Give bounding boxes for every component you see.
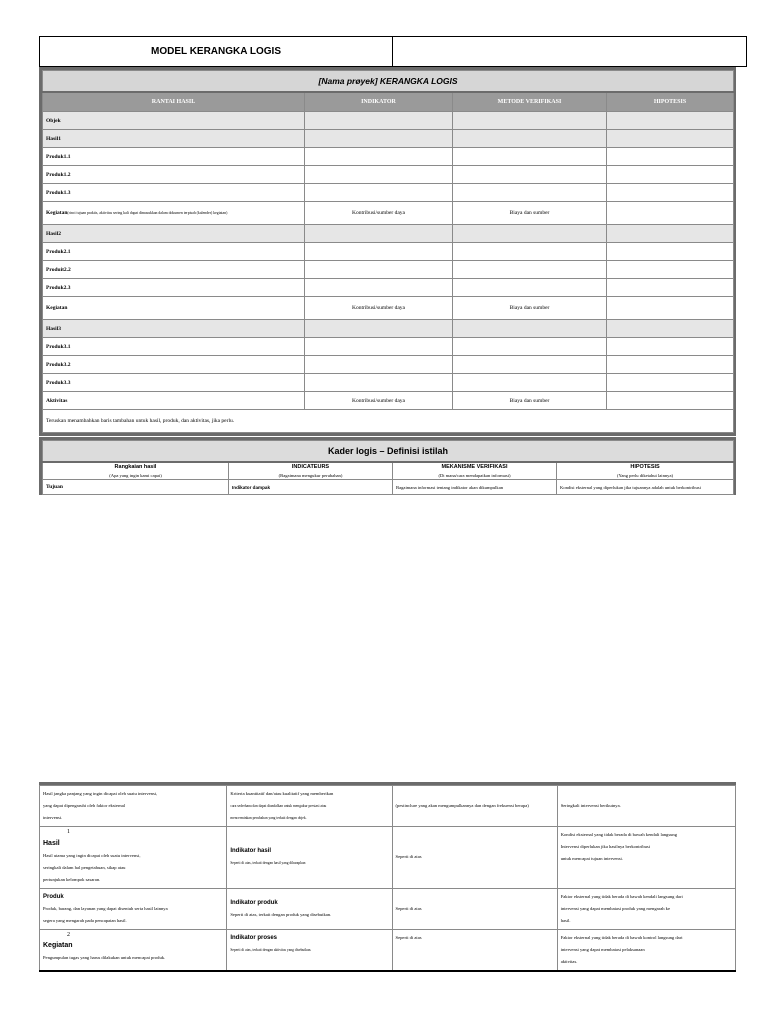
row-label: Produk1.3 xyxy=(43,184,305,202)
row-label: Produk xyxy=(43,893,64,900)
cell[interactable] xyxy=(305,279,453,297)
cell-text: Kondisi eksternal yang diperlukan jika tujuannya adalah untuk berkontribusi xyxy=(557,480,734,495)
cell[interactable] xyxy=(305,112,453,130)
cell[interactable] xyxy=(453,261,607,279)
cell[interactable] xyxy=(607,297,734,320)
cell[interactable] xyxy=(607,392,734,410)
method-cell: Biaya dan sumber xyxy=(453,297,607,320)
row-label: Produit2.2 xyxy=(43,261,305,279)
cell[interactable] xyxy=(453,184,607,202)
row-label: Aktivitas xyxy=(43,392,305,410)
table-row xyxy=(40,888,736,929)
cell-text: 1 Hasil Hasil utama yang ingin dicapai oleh suatu intervensi, seringkali dalam hal pengetahuan, sikap atau pertunjukan kelompok sasaran. xyxy=(40,827,227,889)
cell[interactable] xyxy=(607,184,734,202)
table-row xyxy=(43,297,734,320)
definitions-column-header: Rangkaian hasil (Apa yang ingin kami capai) xyxy=(43,462,229,480)
row-label: Hasil xyxy=(43,839,60,847)
cell[interactable] xyxy=(607,320,734,338)
cell-text: Indikator hasil Seperti di atas, terkait dengan hasil yang diharapkan xyxy=(227,827,392,889)
column-header: INDIKATOR xyxy=(305,92,453,112)
row-label: Produk3.1 xyxy=(43,338,305,356)
cell-text: Seperti di atas xyxy=(392,929,557,971)
cell[interactable] xyxy=(305,320,453,338)
row-label-with-note xyxy=(43,202,305,225)
table-row xyxy=(43,148,734,166)
cell[interactable] xyxy=(453,130,607,148)
logframe-title: [Nama prøyek] KERANGKA LOGIS xyxy=(43,71,734,93)
row-label: Hasil2 xyxy=(43,225,305,243)
row-label: Kegiatan xyxy=(46,210,68,216)
cell[interactable] xyxy=(453,243,607,261)
document-title: MODEL KERANGKA LOGIS xyxy=(40,37,393,66)
cell[interactable] xyxy=(607,338,734,356)
indicator-title: Indikator dampak xyxy=(229,480,393,495)
definitions-title: Kader logis – Definisi istilah xyxy=(43,441,734,463)
cell[interactable] xyxy=(453,320,607,338)
cell[interactable] xyxy=(453,356,607,374)
cell-text: Faktor eksternal yang tidak berada di bawah kendali langsung dari intervensi yang dapat membatasi produk yang mengarah ke hasil. xyxy=(557,888,735,929)
row-label: Produk1.1 xyxy=(43,148,305,166)
column-header: METODE VERIFIKASI xyxy=(453,92,607,112)
cell-text: Produk Produk, barang, dan layanan yang dapat disentuh serta hasil lainnya segera yang mengarah pada pencapaian hasil. xyxy=(40,888,227,929)
document-header xyxy=(39,36,747,67)
table-row xyxy=(43,392,734,410)
table-row xyxy=(43,243,734,261)
cell[interactable] xyxy=(607,202,734,225)
definitions-column-header: HIPOTESIS (Yang perlu diketahui lainnya) xyxy=(557,462,734,480)
cell-text: Indikator proses Seperti di atas, terkait dengan aktivitas yang disebutkan. xyxy=(227,929,392,971)
cell[interactable] xyxy=(453,166,607,184)
cell[interactable] xyxy=(305,356,453,374)
cell[interactable] xyxy=(305,130,453,148)
row-label: Objek xyxy=(43,112,305,130)
row-label: Produk2.1 xyxy=(43,243,305,261)
cell[interactable] xyxy=(305,243,453,261)
cell-text: Seperti di atas xyxy=(392,888,557,929)
cell-text: (pestinclure yang akan mengumpulkannya dan dengan frekuensi berapa) xyxy=(392,786,557,827)
cell-text: 2 Kegiatan Pengumpulan tugas yang harus dilakukan untuk mencapai produk. xyxy=(40,929,227,971)
row-label: Hasil3 xyxy=(43,320,305,338)
cell[interactable] xyxy=(453,225,607,243)
cell[interactable] xyxy=(453,112,607,130)
column-header: RANTAI HASIL xyxy=(43,92,305,112)
indicator-cell: Kontribusi/sumber daya xyxy=(305,297,453,320)
table-row xyxy=(43,166,734,184)
row-label: Produk3.3 xyxy=(43,374,305,392)
row-label: Hasil1 xyxy=(43,130,305,148)
table-row xyxy=(43,480,734,495)
cell[interactable] xyxy=(607,225,734,243)
footnote-marker: 2 xyxy=(67,931,70,938)
cell[interactable] xyxy=(607,356,734,374)
header-blank-cell xyxy=(393,37,746,66)
definitions-continuation-table xyxy=(39,782,736,972)
cell[interactable] xyxy=(607,148,734,166)
table-row xyxy=(43,320,734,338)
cell[interactable] xyxy=(453,148,607,166)
cell[interactable] xyxy=(607,130,734,148)
cell[interactable] xyxy=(305,148,453,166)
method-cell: Biaya dan sumber xyxy=(453,392,607,410)
cell-text: Bagaimana informasi tentang indikator akan dikumpulkan xyxy=(393,480,557,495)
cell[interactable] xyxy=(607,374,734,392)
cell-text: Hasil jangka panjang yang ingin dicapai oleh suatu intervensi, yang dapat dipengaruhi oleh faktor eksternal intervensi. xyxy=(40,786,227,827)
cell-text: Kondisi eksternal yang tidak berada di bawah kendali langsung Intervensi diperlukan jika hasilnya berkontribusi untuk mencapai tujuan intervensi. xyxy=(557,827,735,889)
table-row xyxy=(40,827,736,889)
table-row xyxy=(43,112,734,130)
table-row xyxy=(43,261,734,279)
cell[interactable] xyxy=(305,184,453,202)
indicator-cell: Kontribusi/sumber daya xyxy=(305,202,453,225)
cell-text: Seringkali intervensi berikutnya. xyxy=(557,786,735,827)
table-row xyxy=(43,279,734,297)
cell[interactable] xyxy=(607,279,734,297)
method-cell: Biaya dan sumber xyxy=(453,202,607,225)
cell[interactable] xyxy=(305,261,453,279)
table-row xyxy=(40,786,736,827)
row-label: Tujuan xyxy=(43,480,229,495)
cell-text: Kriteria kuantitatif dan/atau kualitatif yang memberikan cara sederhana dan dapat diandalkan untuk mengukur prestasi atau mencerminkan perubahan yang terkait dengan objek. xyxy=(227,786,392,827)
row-label: Kegiatan xyxy=(43,297,305,320)
cell[interactable] xyxy=(453,374,607,392)
cell[interactable] xyxy=(305,166,453,184)
table-row xyxy=(40,929,736,971)
cell-text: Indikator produk Seperti di atas, terkait dengan produk yang disebutkan. xyxy=(227,888,392,929)
cell-text: Seperti di atas xyxy=(392,827,557,889)
cell[interactable] xyxy=(607,261,734,279)
definitions-column-header: MEKANISME VERIFIKASI (Di mana/cara mendapatkan informasi) xyxy=(393,462,557,480)
table-row xyxy=(43,356,734,374)
cell[interactable] xyxy=(453,279,607,297)
indicator-title: Indikator proses xyxy=(230,934,278,941)
cell[interactable] xyxy=(607,112,734,130)
cell[interactable] xyxy=(607,243,734,261)
footnote-marker: 1 xyxy=(67,829,70,835)
indicator-cell: Kontribusi/sumber daya xyxy=(305,392,453,410)
definitions-table xyxy=(39,437,736,495)
definitions-column-header: INDICATEURS (Bagaimana mengukur perubahan) xyxy=(229,462,393,480)
cell[interactable] xyxy=(305,225,453,243)
row-label: Produk1.2 xyxy=(43,166,305,184)
logframe-table xyxy=(39,67,736,436)
column-header: HIPOTESIS xyxy=(607,92,734,112)
table-row xyxy=(43,184,734,202)
table-row xyxy=(43,338,734,356)
cell[interactable] xyxy=(305,374,453,392)
row-label: Produk2.3 xyxy=(43,279,305,297)
indicator-title: Indikator produk xyxy=(230,899,278,906)
cell-text: Faktor eksternal yang tidak berada di bawah kontrol langsung dari intervensi yang dapat membatasi pelaksanaan aktivitas. xyxy=(557,929,735,971)
row-label: Produk3.2 xyxy=(43,356,305,374)
table-row xyxy=(43,202,734,225)
cell[interactable] xyxy=(453,338,607,356)
cell[interactable] xyxy=(305,338,453,356)
indicator-title: Indikator hasil xyxy=(230,848,272,855)
row-note: (rinci tujuan praktis, aktivitas sering kali dapat dimasukkan dalam dokumen terpisah (kalender) kegiatan) xyxy=(67,211,228,215)
table-row xyxy=(43,374,734,392)
row-label: Kegiatan xyxy=(43,942,73,950)
table-row xyxy=(43,130,734,148)
table-footnote: Teruskan menambahkan baris tambahan untuk hasil, produk, dan aktivitas, jika perlu. xyxy=(43,410,734,433)
cell[interactable] xyxy=(607,166,734,184)
table-row xyxy=(43,225,734,243)
